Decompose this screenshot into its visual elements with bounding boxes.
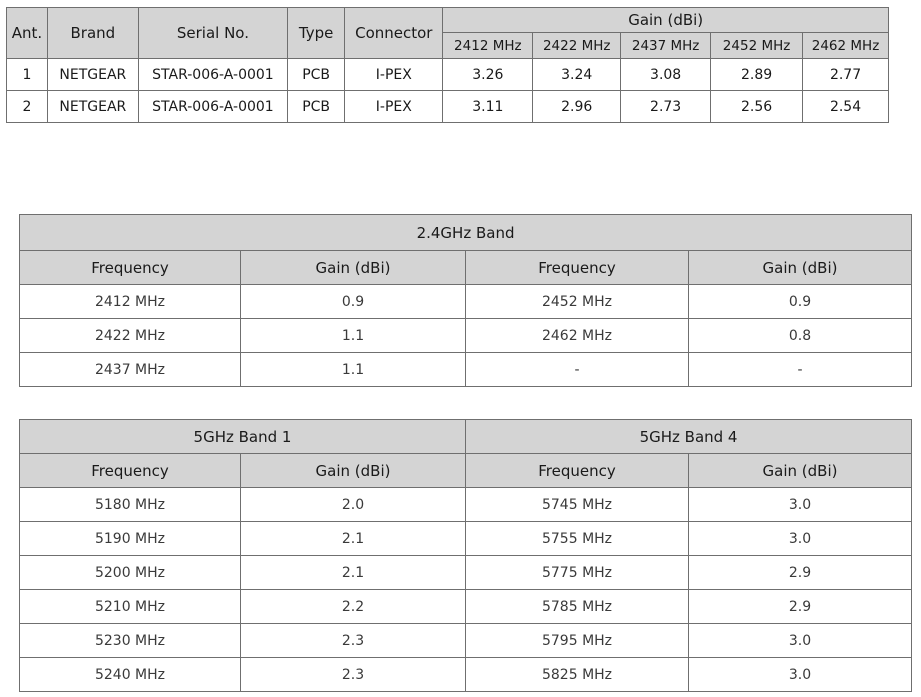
- cell-gain: 3.26: [443, 59, 533, 91]
- cell-gain: 1.1: [241, 353, 466, 387]
- header-gain: Gain (dBi): [241, 454, 466, 488]
- table-row: [20, 522, 912, 556]
- cell-gain: 2.73: [621, 91, 711, 123]
- cell-serial: STAR-006-A-0001: [138, 91, 287, 123]
- cell-frequency: 5785 MHz: [466, 590, 689, 624]
- cell-frequency: 5745 MHz: [466, 488, 689, 522]
- cell-frequency: 5200 MHz: [20, 556, 241, 590]
- band-24ghz-table: [19, 214, 912, 387]
- cell-gain: 3.24: [533, 59, 621, 91]
- cell-frequency: 5180 MHz: [20, 488, 241, 522]
- cell-frequency: 2462 MHz: [466, 319, 689, 353]
- table-row: [20, 658, 912, 692]
- cell-ant: 2: [7, 91, 48, 123]
- table-row: [20, 353, 912, 387]
- table-row: [20, 319, 912, 353]
- cell-gain: 2.54: [803, 91, 889, 123]
- cell-frequency: 2437 MHz: [20, 353, 241, 387]
- cell-serial: STAR-006-A-0001: [138, 59, 287, 91]
- cell-gain: 2.9: [689, 590, 912, 624]
- cell-type: PCB: [288, 91, 345, 123]
- cell-gain: -: [689, 353, 912, 387]
- header-frequency: Frequency: [20, 454, 241, 488]
- cell-gain: 2.2: [241, 590, 466, 624]
- cell-frequency: 2422 MHz: [20, 319, 241, 353]
- cell-gain: 2.0: [241, 488, 466, 522]
- cell-frequency: 5240 MHz: [20, 658, 241, 692]
- cell-gain: 2.1: [241, 522, 466, 556]
- cell-gain: 2.96: [533, 91, 621, 123]
- cell-gain: 3.0: [689, 522, 912, 556]
- group-title-band4: 5GHz Band 4: [466, 420, 912, 454]
- cell-frequency: 5795 MHz: [466, 624, 689, 658]
- header-frequency: Frequency: [466, 251, 689, 285]
- header-gain: Gain (dBi): [443, 8, 889, 33]
- cell-gain: 0.8: [689, 319, 912, 353]
- header-freq: 2452 MHz: [711, 33, 803, 59]
- header-frequency: Frequency: [466, 454, 689, 488]
- header-gain: Gain (dBi): [689, 454, 912, 488]
- cell-gain: 2.9: [689, 556, 912, 590]
- table-title: 2.4GHz Band: [20, 215, 912, 251]
- cell-connector: I-PEX: [345, 91, 443, 123]
- cell-frequency: 2412 MHz: [20, 285, 241, 319]
- cell-gain: 2.77: [803, 59, 889, 91]
- cell-gain: 3.08: [621, 59, 711, 91]
- antenna-spec-table: [6, 7, 889, 123]
- cell-type: PCB: [288, 59, 345, 91]
- table-row: [20, 624, 912, 658]
- band-5ghz-table: [19, 419, 912, 692]
- cell-gain: 2.56: [711, 91, 803, 123]
- header-gain: Gain (dBi): [241, 251, 466, 285]
- table-row: [7, 91, 889, 123]
- cell-gain: 0.9: [689, 285, 912, 319]
- cell-brand: NETGEAR: [47, 59, 138, 91]
- header-freq: 2437 MHz: [621, 33, 711, 59]
- cell-frequency: 5190 MHz: [20, 522, 241, 556]
- table-row: [20, 488, 912, 522]
- header-type: Type: [288, 8, 345, 59]
- cell-gain: 2.1: [241, 556, 466, 590]
- cell-gain: 3.11: [443, 91, 533, 123]
- table-row: [20, 556, 912, 590]
- cell-frequency: 5825 MHz: [466, 658, 689, 692]
- cell-gain: 2.3: [241, 624, 466, 658]
- cell-frequency: 5775 MHz: [466, 556, 689, 590]
- cell-frequency: 5230 MHz: [20, 624, 241, 658]
- group-title-band1: 5GHz Band 1: [20, 420, 466, 454]
- cell-gain: 0.9: [241, 285, 466, 319]
- header-frequency: Frequency: [20, 251, 241, 285]
- cell-frequency: 5210 MHz: [20, 590, 241, 624]
- cell-frequency: 5755 MHz: [466, 522, 689, 556]
- table-row: [7, 59, 889, 91]
- header-freq: 2412 MHz: [443, 33, 533, 59]
- header-freq: 2422 MHz: [533, 33, 621, 59]
- cell-gain: 3.0: [689, 624, 912, 658]
- cell-frequency: -: [466, 353, 689, 387]
- header-serial: Serial No.: [138, 8, 287, 59]
- cell-gain: 1.1: [241, 319, 466, 353]
- cell-ant: 1: [7, 59, 48, 91]
- table-row: [20, 285, 912, 319]
- cell-connector: I-PEX: [345, 59, 443, 91]
- table-row: [20, 590, 912, 624]
- header-ant: Ant.: [7, 8, 48, 59]
- cell-brand: NETGEAR: [47, 91, 138, 123]
- header-connector: Connector: [345, 8, 443, 59]
- header-gain: Gain (dBi): [689, 251, 912, 285]
- header-freq: 2462 MHz: [803, 33, 889, 59]
- cell-frequency: 2452 MHz: [466, 285, 689, 319]
- cell-gain: 3.0: [689, 658, 912, 692]
- header-brand: Brand: [47, 8, 138, 59]
- cell-gain: 2.3: [241, 658, 466, 692]
- cell-gain: 2.89: [711, 59, 803, 91]
- cell-gain: 3.0: [689, 488, 912, 522]
